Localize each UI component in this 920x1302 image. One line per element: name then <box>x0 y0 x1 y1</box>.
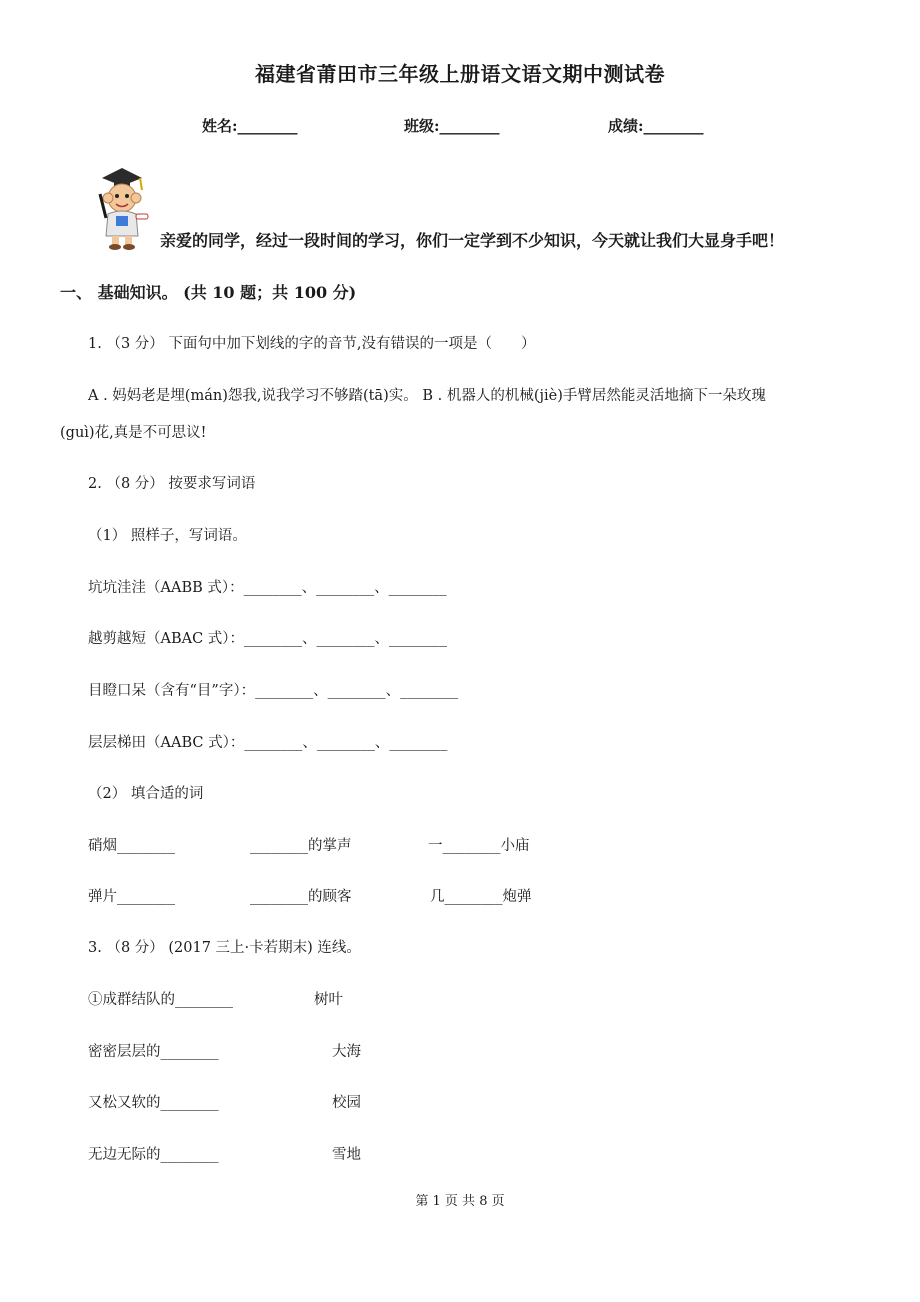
match-left-item: 无边无际的________ <box>88 1147 219 1163</box>
match-right-item: 树叶 <box>314 992 343 1008</box>
name-field: 姓名:________ <box>202 117 298 135</box>
word-row-aabb: 坑坑洼洼（AABB 式）：________、________、________ <box>88 580 447 596</box>
page-footer: 第 1 页 共 8 页 <box>415 1194 505 1209</box>
class-field: 班级:________ <box>404 117 500 135</box>
question-3-stem: 3. （8 分） (2017 三上·卡若期末) 连线。 <box>88 940 361 956</box>
match-right-item: 雪地 <box>332 1147 361 1163</box>
question-1-options-cont: (guì)花,真是不可思议! <box>60 425 207 441</box>
fill-item: 弹片________ <box>88 889 175 905</box>
word-row-aabc: 层层梯田（AABC 式）：________、________、________ <box>88 735 448 751</box>
section-heading: 一、 基础知识。 (共 10 题；共 100 分) <box>60 283 357 302</box>
page-title: 福建省莆田市三年级上册语文语文期中测试卷 <box>255 62 665 86</box>
match-right-item: 校园 <box>332 1095 361 1111</box>
student-mascot-illustration <box>88 164 152 250</box>
fill-item: 一________小庙 <box>428 838 530 854</box>
question-2-sub2: （2） 填合适的词 <box>88 786 204 802</box>
question-2-sub1: （1） 照样子，写词语。 <box>88 528 247 544</box>
word-row-abac: 越剪越短（ABAC 式）：________、________、________ <box>88 631 448 647</box>
question-1-options: A . 妈妈老是埋(mán)怨我,说我学习不够踏(tā)实。 B . 机器人的机械(jiè)手臂居然能灵活地摘下一朵玫瑰 <box>88 388 766 404</box>
fill-item: 硝烟________ <box>88 838 175 854</box>
fill-item: ________的顾客 <box>250 889 352 905</box>
question-2-stem: 2. （8 分） 按要求写词语 <box>88 476 256 492</box>
match-left-item: 密密层层的________ <box>88 1044 219 1060</box>
fill-item: ________的掌声 <box>250 838 352 854</box>
fill-item: 几________炮弹 <box>430 889 532 905</box>
score-field: 成绩:________ <box>608 117 704 135</box>
match-right-item: 大海 <box>332 1044 361 1060</box>
match-left-item: 又松又软的________ <box>88 1095 219 1111</box>
word-row-mu: 目瞪口呆（含有“目”字）：________、________、________ <box>88 683 459 699</box>
question-1-stem: 1. （3 分） 下面句中加下划线的字的音节,没有错误的一项是（ ） <box>88 336 536 352</box>
match-left-item: ①成群结队的________ <box>88 992 233 1008</box>
welcome-message: 亲爱的同学，经过一段时间的学习，你们一定学到不少知识，今天就让我们大显身手吧！ <box>160 231 785 250</box>
